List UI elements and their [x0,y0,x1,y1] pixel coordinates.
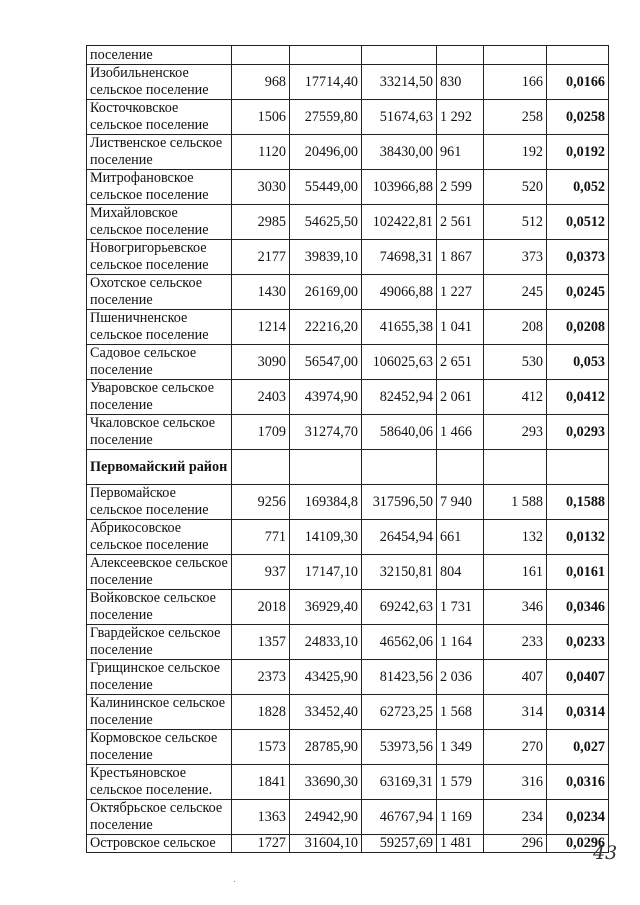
count-2-cell: 161 [484,555,547,590]
coefficient-cell: 0,0234 [547,800,609,835]
empty-cell [547,46,609,65]
value-2-cell: 81423,56 [362,660,437,695]
coefficient-cell: 0,0208 [547,310,609,345]
settlement-name-cell: Крестьяновское сельское поселение. [87,765,232,800]
value-2-cell: 33214,50 [362,65,437,100]
settlement-name-cell: Митрофановское сельское поселение [87,170,232,205]
value-1-cell: 20496,00 [290,135,362,170]
count-2-cell: 520 [484,170,547,205]
value-2-cell: 51674,63 [362,100,437,135]
coefficient-cell: 0,0346 [547,590,609,625]
coefficient-cell: 0,027 [547,730,609,765]
value-2-cell: 106025,63 [362,345,437,380]
value-1-cell: 31604,10 [290,835,362,853]
value-1-cell: 33690,30 [290,765,362,800]
count-2-cell: 407 [484,660,547,695]
table-row [87,46,609,65]
count-1-cell: 1 731 [437,590,484,625]
value-1-cell: 17714,40 [290,65,362,100]
count-2-cell: 346 [484,590,547,625]
coefficient-cell: 0,0192 [547,135,609,170]
value-2-cell: 103966,88 [362,170,437,205]
empty-cell [484,450,547,485]
coefficient-cell: 0,052 [547,170,609,205]
table-row [87,310,609,345]
value-2-cell: 32150,81 [362,555,437,590]
page-number: 43 [593,842,618,864]
value-1-cell: 17147,10 [290,555,362,590]
count-1-cell: 1 579 [437,765,484,800]
count-2-cell: 192 [484,135,547,170]
coefficient-cell: 0,0233 [547,625,609,660]
value-1-cell: 169384,8 [290,485,362,520]
value-2-cell: 62723,25 [362,695,437,730]
scan-speck: · [233,877,237,888]
value-1-cell: 26169,00 [290,275,362,310]
empty-cell [362,46,437,65]
table-row [87,380,609,415]
empty-cell [290,450,362,485]
value-1-cell: 43974,90 [290,380,362,415]
table-row [87,275,609,310]
population-cell: 2403 [232,380,290,415]
settlement-name-cell: Косточковское сельское поселение [87,100,232,135]
value-1-cell: 55449,00 [290,170,362,205]
population-cell: 1727 [232,835,290,853]
value-1-cell: 24942,90 [290,800,362,835]
population-cell: 968 [232,65,290,100]
value-2-cell: 46562,06 [362,625,437,660]
population-cell: 2373 [232,660,290,695]
population-cell: 2177 [232,240,290,275]
table-row [87,240,609,275]
table-row [87,100,609,135]
population-cell: 2985 [232,205,290,240]
count-2-cell: 293 [484,415,547,450]
count-1-cell: 1 169 [437,800,484,835]
table-row [87,590,609,625]
settlement-name-cell: Изобильненское сельское поселение [87,65,232,100]
table-row [87,345,609,380]
empty-cell [362,450,437,485]
coefficient-cell: 0,0316 [547,765,609,800]
value-1-cell: 28785,90 [290,730,362,765]
settlement-name-cell: Пшеничненское сельское поселение [87,310,232,345]
empty-cell [484,46,547,65]
coefficient-cell: 0,0373 [547,240,609,275]
count-1-cell: 1 292 [437,100,484,135]
count-2-cell: 530 [484,345,547,380]
coefficient-cell: 0,0245 [547,275,609,310]
value-2-cell: 53973,56 [362,730,437,765]
settlement-name-cell: Октябрьское сельское поселение [87,800,232,835]
population-cell: 1363 [232,800,290,835]
empty-cell [290,46,362,65]
settlement-name-cell: Калининское сельское поселение [87,695,232,730]
count-2-cell: 314 [484,695,547,730]
count-1-cell: 804 [437,555,484,590]
count-1-cell: 2 651 [437,345,484,380]
count-1-cell: 961 [437,135,484,170]
coefficient-cell: 0,0161 [547,555,609,590]
table-row [87,65,609,100]
count-1-cell: 2 561 [437,205,484,240]
table-row [87,800,609,835]
value-2-cell: 46767,94 [362,800,437,835]
population-cell: 1841 [232,765,290,800]
count-2-cell: 245 [484,275,547,310]
count-2-cell: 270 [484,730,547,765]
population-cell: 1430 [232,275,290,310]
population-cell: 771 [232,520,290,555]
count-1-cell: 830 [437,65,484,100]
coefficient-cell: 0,1588 [547,485,609,520]
coefficient-cell: 0,0166 [547,65,609,100]
population-cell: 1506 [232,100,290,135]
coefficient-cell: 0,0314 [547,695,609,730]
population-cell: 2018 [232,590,290,625]
coefficient-cell: 0,0258 [547,100,609,135]
count-1-cell: 2 061 [437,380,484,415]
value-2-cell: 41655,38 [362,310,437,345]
table-row [87,415,609,450]
count-2-cell: 296 [484,835,547,853]
settlement-name-cell: поселение [87,46,232,65]
count-2-cell: 258 [484,100,547,135]
population-cell: 1357 [232,625,290,660]
settlement-name-cell: Садовое сельское поселение [87,345,232,380]
population-cell: 3090 [232,345,290,380]
population-cell: 937 [232,555,290,590]
value-2-cell: 69242,63 [362,590,437,625]
settlement-name-cell: Охотское сельское поселение [87,275,232,310]
settlement-name-cell: Чкаловское сельское поселение [87,415,232,450]
settlement-name-cell: Лиственское сельское поселение [87,135,232,170]
coefficient-cell: 0,0132 [547,520,609,555]
value-1-cell: 36929,40 [290,590,362,625]
settlement-name-cell: Гвардейское сельское поселение [87,625,232,660]
district-header-row [87,450,609,485]
count-2-cell: 132 [484,520,547,555]
value-1-cell: 54625,50 [290,205,362,240]
count-2-cell: 208 [484,310,547,345]
settlement-name-cell: Войковское сельское поселение [87,590,232,625]
count-1-cell: 1 227 [437,275,484,310]
empty-cell [232,450,290,485]
settlement-name-cell: Первомайское сельское поселение [87,485,232,520]
table-row [87,765,609,800]
table-row [87,625,609,660]
value-2-cell: 74698,31 [362,240,437,275]
coefficient-cell: 0,0296 [547,835,609,853]
value-1-cell: 14109,30 [290,520,362,555]
population-cell: 1709 [232,415,290,450]
value-1-cell: 39839,10 [290,240,362,275]
count-2-cell: 316 [484,765,547,800]
coefficient-cell: 0,0512 [547,205,609,240]
table-row [87,695,609,730]
value-2-cell: 317596,50 [362,485,437,520]
value-2-cell: 102422,81 [362,205,437,240]
empty-cell [547,450,609,485]
table-row [87,835,609,853]
table-row [87,520,609,555]
district-name-cell: Первомайский район [87,450,232,485]
coefficient-cell: 0,0293 [547,415,609,450]
value-1-cell: 33452,40 [290,695,362,730]
table-row [87,205,609,240]
value-2-cell: 59257,69 [362,835,437,853]
count-1-cell: 2 036 [437,660,484,695]
count-1-cell: 1 481 [437,835,484,853]
settlement-name-cell: Грищинское сельское поселение [87,660,232,695]
value-1-cell: 43425,90 [290,660,362,695]
population-cell: 3030 [232,170,290,205]
value-1-cell: 31274,70 [290,415,362,450]
count-2-cell: 373 [484,240,547,275]
count-1-cell: 1 568 [437,695,484,730]
settlements-table [86,45,609,853]
table-row [87,555,609,590]
empty-cell [437,450,484,485]
table-row [87,660,609,695]
count-2-cell: 512 [484,205,547,240]
population-cell: 1214 [232,310,290,345]
count-2-cell: 412 [484,380,547,415]
count-1-cell: 2 599 [437,170,484,205]
count-1-cell: 7 940 [437,485,484,520]
coefficient-cell: 0,053 [547,345,609,380]
count-1-cell: 1 041 [437,310,484,345]
settlement-name-cell: Абрикосовское сельское поселение [87,520,232,555]
count-2-cell: 234 [484,800,547,835]
empty-cell [232,46,290,65]
value-2-cell: 58640,06 [362,415,437,450]
value-2-cell: 26454,94 [362,520,437,555]
count-2-cell: 1 588 [484,485,547,520]
population-cell: 1828 [232,695,290,730]
table-row [87,485,609,520]
value-1-cell: 27559,80 [290,100,362,135]
value-2-cell: 82452,94 [362,380,437,415]
table-row [87,730,609,765]
population-cell: 9256 [232,485,290,520]
population-cell: 1573 [232,730,290,765]
count-1-cell: 1 349 [437,730,484,765]
settlement-name-cell: Уваровское сельское поселение [87,380,232,415]
count-1-cell: 1 164 [437,625,484,660]
count-2-cell: 233 [484,625,547,660]
empty-cell [437,46,484,65]
count-1-cell: 661 [437,520,484,555]
settlement-name-cell: Михайловское сельское поселение [87,205,232,240]
value-2-cell: 38430,00 [362,135,437,170]
count-2-cell: 166 [484,65,547,100]
coefficient-cell: 0,0407 [547,660,609,695]
value-1-cell: 56547,00 [290,345,362,380]
value-2-cell: 49066,88 [362,275,437,310]
count-1-cell: 1 867 [437,240,484,275]
count-1-cell: 1 466 [437,415,484,450]
value-1-cell: 24833,10 [290,625,362,660]
table-row [87,170,609,205]
settlement-name-cell: Кормовское сельское поселение [87,730,232,765]
settlement-name-cell: Алексеевское сельское поселение [87,555,232,590]
settlement-name-cell: Новогригорьевское сельское поселение [87,240,232,275]
coefficient-cell: 0,0412 [547,380,609,415]
settlement-name-cell: Островское сельское [87,835,232,853]
table-row [87,135,609,170]
value-2-cell: 63169,31 [362,765,437,800]
population-cell: 1120 [232,135,290,170]
value-1-cell: 22216,20 [290,310,362,345]
